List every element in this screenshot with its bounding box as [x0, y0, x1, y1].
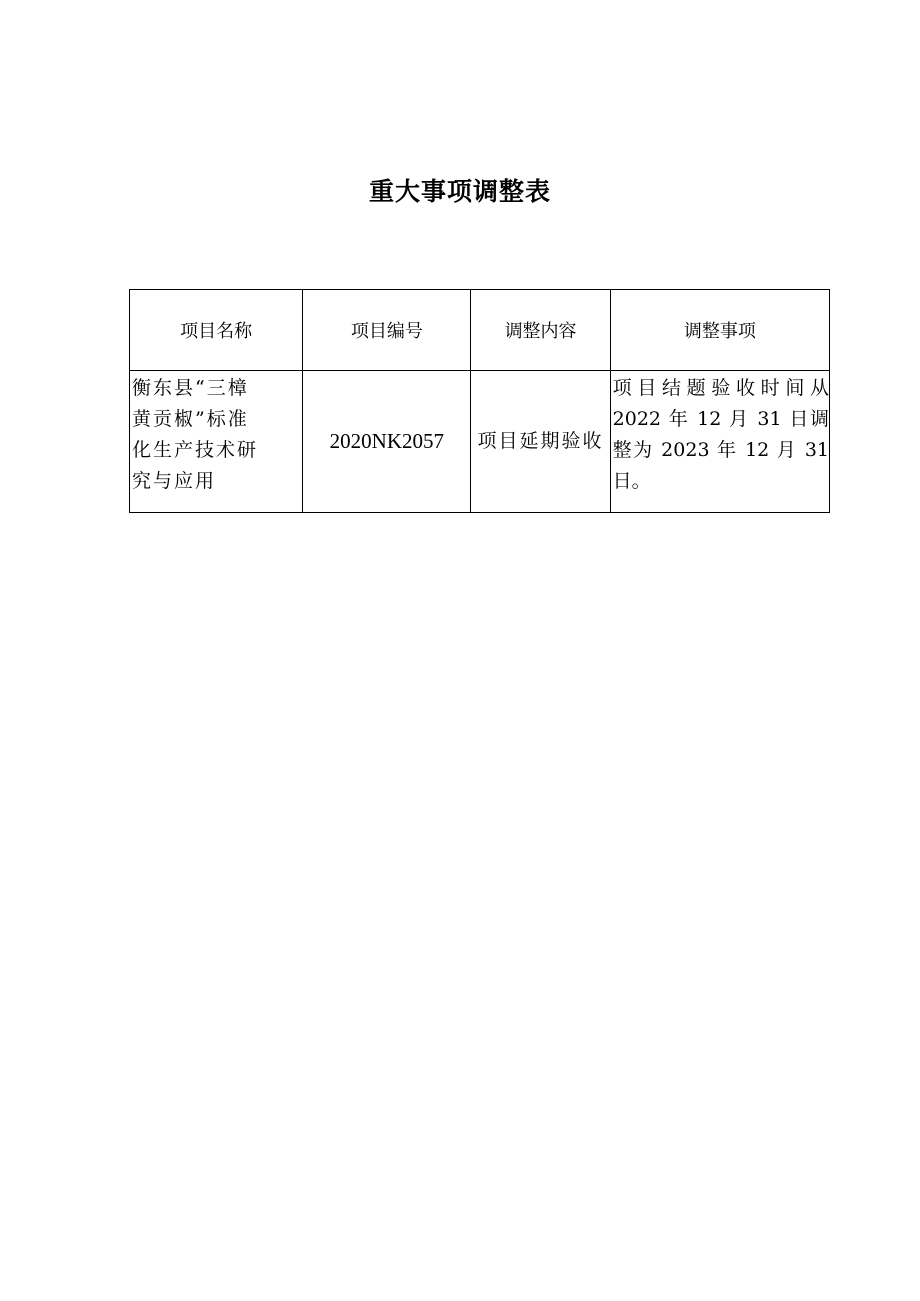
project-name-line: 黄贡椒”标准 — [132, 408, 249, 430]
cell-adjustment-content: 项目延期验收 — [471, 371, 610, 513]
table-row — [130, 371, 830, 513]
adjustment-matter-line: 项目结题验收时间从 — [612, 377, 829, 399]
page-title: 重大事项调整表 — [368, 177, 551, 206]
project-name-line: 化生产技术研 — [132, 439, 259, 461]
table-header-row — [130, 290, 830, 371]
header-project-name: 项目名称 — [130, 290, 303, 371]
cell-adjustment-matter — [610, 371, 829, 513]
cell-project-name — [130, 371, 303, 513]
header-adjustment-matter: 调整事项 — [610, 290, 829, 371]
project-name-line: 衡东县“三樟 — [132, 377, 249, 399]
adjustment-matter-line: 整为 2023 年 12 月 31 — [612, 439, 829, 461]
adjustment-matter-line: 2022 年 12 月 31 日调 — [612, 408, 829, 430]
project-name-line: 究与应用 — [132, 470, 217, 492]
header-project-code: 项目编号 — [303, 290, 471, 371]
adjustment-matter-line: 日。 — [612, 470, 651, 492]
cell-project-code: 2020NK2057 — [303, 371, 471, 513]
adjustment-table — [129, 289, 830, 513]
header-adjustment-content: 调整内容 — [471, 290, 610, 371]
